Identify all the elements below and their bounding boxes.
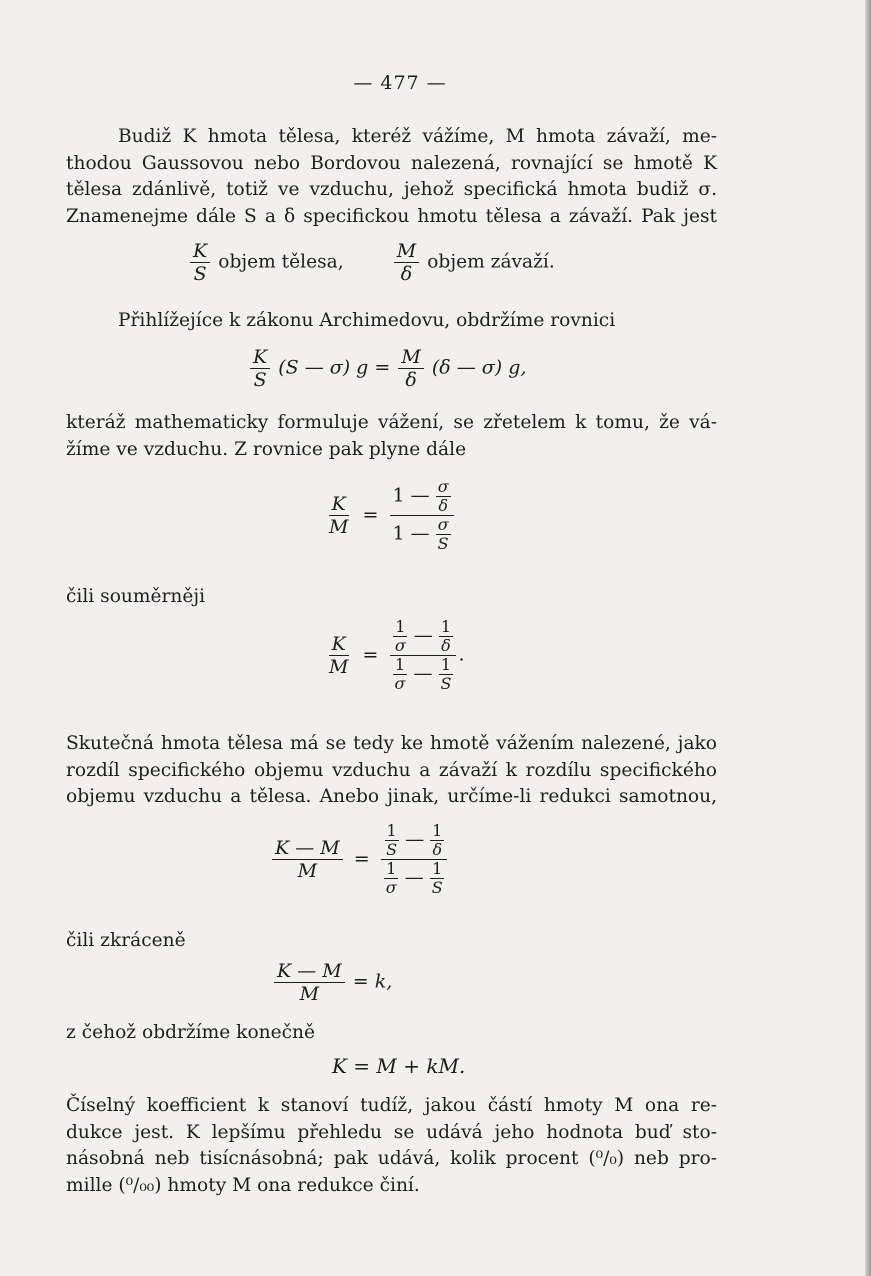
fraction-KmM-over-M: $\frac{K — M}{M}$	[274, 960, 345, 1005]
fraction-compound: $\frac{1}{\sigma}$ — $\frac{1}{\delta}$ $\frac{1}{\sigma}$ — $\frac{1}{S}$	[389, 618, 456, 693]
text-line: mille (⁰/₀₀) hmoty M ona redukce činí.	[66, 1174, 420, 1196]
fraction-K-over-S: $\frac{K}{S}$	[250, 346, 270, 391]
fraction-compound: $\frac{1}{S}$ — $\frac{1}{\delta}$ $\frac{1}{\sigma}$ — $\frac{1}{S}$	[381, 822, 448, 897]
text-line: Číselný koefficient k stanoví tudíž, jakou částí hmoty M ona re-	[66, 1095, 717, 1116]
formula-volumes	[188, 240, 555, 285]
page-edge	[865, 0, 871, 1276]
formula-final: K = M + kM.	[332, 1054, 466, 1078]
page-number: — 477 —	[353, 72, 447, 94]
text-line: objemu vzduchu a tělesa. Anebo jinak, určíme-li redukci samotnou,	[66, 786, 717, 808]
text-line: thodou Gaussovou nebo Bordovou nalezená, rovnající se hmotě K	[66, 152, 717, 174]
formula-ratio-1: $\frac{K}{M}$ = 1 — $\frac{\sigma}{\delta}$ 1 — $\frac{\sigma}{S}$	[324, 478, 456, 553]
fraction-compound: 1 — $\frac{\sigma}{\delta}$ 1 — $\frac{\sigma}{S}$	[389, 478, 453, 553]
fraction-K-over-M: $\frac{K}{M}$	[329, 493, 349, 538]
text-line: dukce jest. K lepšímu přehledu se udává jeho hodnota buď sto-	[66, 1121, 717, 1143]
formula-text: objem tělesa,	[218, 251, 344, 273]
text-line: Skutečná hmota tělesa má se tedy ke hmotě vážením nalezené, jako	[66, 733, 717, 754]
formula-text: (S — σ) g =	[278, 356, 391, 379]
text-line: žíme ve vzduchu. Z rovnice pak plyne dále	[66, 438, 467, 460]
paragraph-4	[66, 731, 717, 811]
text-line: Znamenejme dále S a δ specifickou hmotu tělesa a závaží. Pak jest	[66, 205, 717, 227]
text-line: násobná neb tisícnásobná; pak udává, kolik procent (⁰/₀) neb pro-	[66, 1148, 717, 1170]
fraction-K-over-S: $\frac{K}{S}$	[190, 240, 210, 285]
text-line: kteráž mathematicky formuluje vážení, se zřetelem k tomu, že vá-	[66, 412, 717, 433]
label-cili-soumerneji: čili souměrněji	[66, 586, 206, 607]
formula-reduction: $\frac{K — M}{M}$ = $\frac{1}{S}$ — $\frac{1}{\delta}$ $\frac{1}{\sigma}$ — $\frac{1}{S}$	[270, 822, 450, 897]
formula-text: objem závaží.	[427, 251, 555, 273]
text-line: Budiž K hmota tělesa, kteréž vážíme, M hmota závaží, me-	[118, 126, 717, 147]
paragraph-5	[66, 1093, 717, 1199]
formula-text: (δ — σ) g,	[431, 356, 527, 379]
text-line: rozdíl specifického objemu vzduchu a závaží k rozdílu specifického	[66, 759, 717, 781]
formula-k: $\frac{K — M}{M}$ = k,	[272, 960, 392, 1005]
label-z-cehoz: z čehož obdržíme konečně	[66, 1022, 316, 1043]
fraction-M-over-delta: $\frac{M}{\delta}$	[398, 346, 423, 391]
label-cili-zkracene: čili zkráceně	[66, 930, 186, 951]
formula-archimedes	[248, 346, 526, 391]
paragraph-1	[66, 124, 717, 230]
fraction-M-over-delta: $\frac{M}{\delta}$	[394, 240, 419, 285]
paragraph-2: Přihlížejíce k zákonu Archimedovu, obdržíme rovnici	[118, 310, 616, 331]
text-line: tělesa zdánlivě, totiž ve vzduchu, jehož specifická hmota budiž σ.	[66, 179, 717, 201]
formula-ratio-2: $\frac{K}{M}$ = $\frac{1}{\sigma}$ — $\frac{1}{\delta}$ $\frac{1}{\sigma}$ — $\frac{1}{S}$ .	[324, 618, 465, 693]
paragraph-3	[66, 410, 717, 463]
fraction-KmM-over-M: $\frac{K — M}{M}$	[272, 837, 343, 882]
fraction-K-over-M: $\frac{K}{M}$	[329, 633, 349, 678]
